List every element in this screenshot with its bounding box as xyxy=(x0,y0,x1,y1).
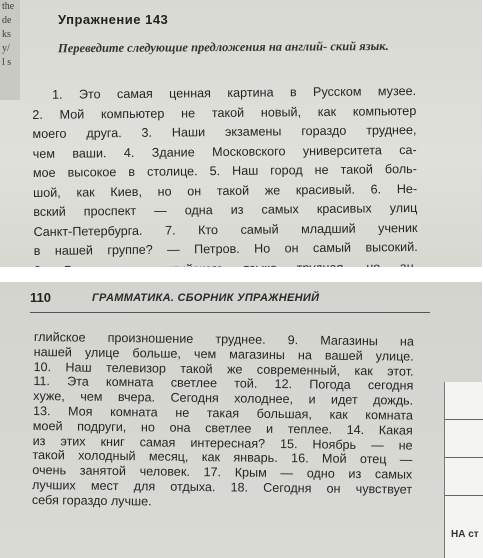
text-line: себя гораздо лучше. xyxy=(31,492,152,509)
left-margin-fragment xyxy=(0,0,20,100)
text-line: 2. Мой компьютер не такой новый, как компьютер xyxy=(32,103,417,122)
text-line: вский проспект — одна из самых красивых улиц xyxy=(33,200,418,219)
text-line: в нашей группе? — Петров. Но он самый высокий. xyxy=(33,239,418,258)
bottom-page-photo xyxy=(0,282,482,558)
text-line: из этих книг самая интересная? 15. Ноябрь — не xyxy=(32,433,413,453)
exercise-sentences-part-1 xyxy=(32,82,418,281)
text-line: моего друга. 3. Наши экзамены гораздо труднее, xyxy=(32,122,417,141)
text-line: Санкт-Петербурга. 7. Кто самый младший ученик xyxy=(33,220,418,239)
header-rule xyxy=(30,312,430,313)
page-number: 110 xyxy=(30,290,51,305)
running-head: ГРАММАТИКА. СБОРНИК УПРАЖНЕНИЙ xyxy=(92,292,320,304)
margin-word: l s xyxy=(2,57,12,68)
margin-word: ks xyxy=(2,29,11,40)
margin-word: de xyxy=(2,15,12,26)
margin-word: y/ xyxy=(2,43,10,54)
text-line: очень занятой человек. 17. Крым — одно из самых xyxy=(32,463,413,482)
text-line: хуже, чем вчера. Сегодня холоднее, и идет дождь. xyxy=(33,389,414,408)
text-line: нашей улице больше, чем магазины на вашей улице. xyxy=(33,344,414,364)
table-row xyxy=(445,382,483,420)
text-line: 1. Это самая ценная картина в Русском музее. xyxy=(52,83,417,102)
text-line: шой, как Киев, но он такой же красивый. 6. Не- xyxy=(33,181,418,200)
margin-word: the xyxy=(2,1,15,12)
table-row xyxy=(445,420,483,458)
text-line: 10. Наш телевизор такой же современный, как этот. xyxy=(33,359,414,379)
exercise-sentences-part-2 xyxy=(32,330,414,512)
text-line: чем ваши. 4. Здание Московского университета са- xyxy=(32,142,417,161)
photo-divider xyxy=(0,267,482,282)
exercise-title: Упражнение 143 xyxy=(58,12,169,27)
top-page-photo xyxy=(0,0,482,267)
adjacent-page-label: НА ст xyxy=(451,529,479,540)
text-line: мое высокое в столице. 5. Наш город не такой боль- xyxy=(32,161,417,180)
text-line: моей подруги, но она светлее и теплее. 14. Какая xyxy=(32,418,413,438)
text-line: лучших мест для отдыха. 18. Сегодня он чувствует xyxy=(32,477,413,497)
text-line: 11. Эта комната светлее той. 12. Погода сегодня xyxy=(33,374,414,394)
table-row xyxy=(445,458,483,496)
text-line: такой холодный месяц, как январь. 16. Мой отец — xyxy=(32,448,413,468)
text-line: 13. Моя комната не такая большая, как комната xyxy=(32,403,414,423)
exercise-instruction: Переведите следующие предложения на англий- ский язык. xyxy=(57,38,389,56)
text-line: глийское произношение труднее. 9. Магазины на xyxy=(33,330,414,349)
